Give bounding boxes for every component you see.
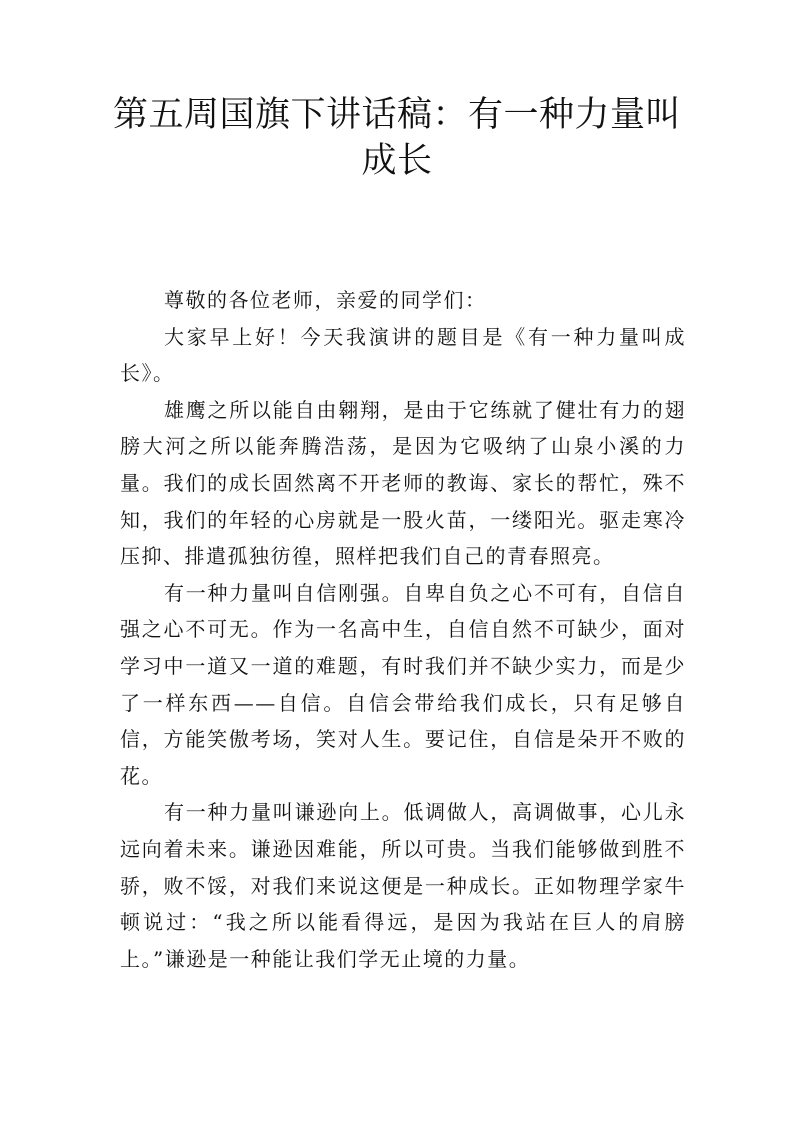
document-body [120, 282, 686, 977]
opening-paragraph: 大家早上好！今天我演讲的题目是《有一种力量叫成长》。 [120, 324, 686, 386]
greeting-paragraph: 尊敬的各位老师，亲爱的同学们： [164, 288, 487, 312]
humility-paragraph: 有一种力量叫谦逊向上。低调做人，高调做事，心儿永远向着未来。谦逊因难能，所以可贵。当我们能够做到胜不骄，败不馁，对我们来说这便是一种成长。正如物理学家牛顿说过：“我之所以能看得远，是因为我站在巨人的肩膀上。”谦逊是一种能让我们学无止境的力量。 [120, 800, 686, 971]
document-title: 第五周国旗下讲话稿：有一种力量叫成长 [112, 95, 681, 181]
eagle-river-paragraph: 雄鹰之所以能自由翱翔，是由于它练就了健壮有力的翅膀大河之所以能奔腾浩荡，是因为它吸纳了山泉小溪的力量。我们的成长固然离不开老师的教诲、家长的帮忙，殊不知，我们的年轻的心房就是一股火苗，一缕阳光。驱走寒冷压抑、排遣孤独彷徨，照样把我们自己的青春照亮。 [120, 397, 686, 569]
confidence-paragraph: 有一种力量叫自信刚强。自卑自负之心不可有，自信自强之心不可无。作为一名高中生，自信自然不可缺少，面对学习中一道又一道的难题，有时我们并不缺少实力，而是少了一样东西——自信。自信会带给我们成长，只有足够自信，方能笑傲考场，笑对人生。要记住，自信是朵开不败的花。 [120, 580, 686, 788]
